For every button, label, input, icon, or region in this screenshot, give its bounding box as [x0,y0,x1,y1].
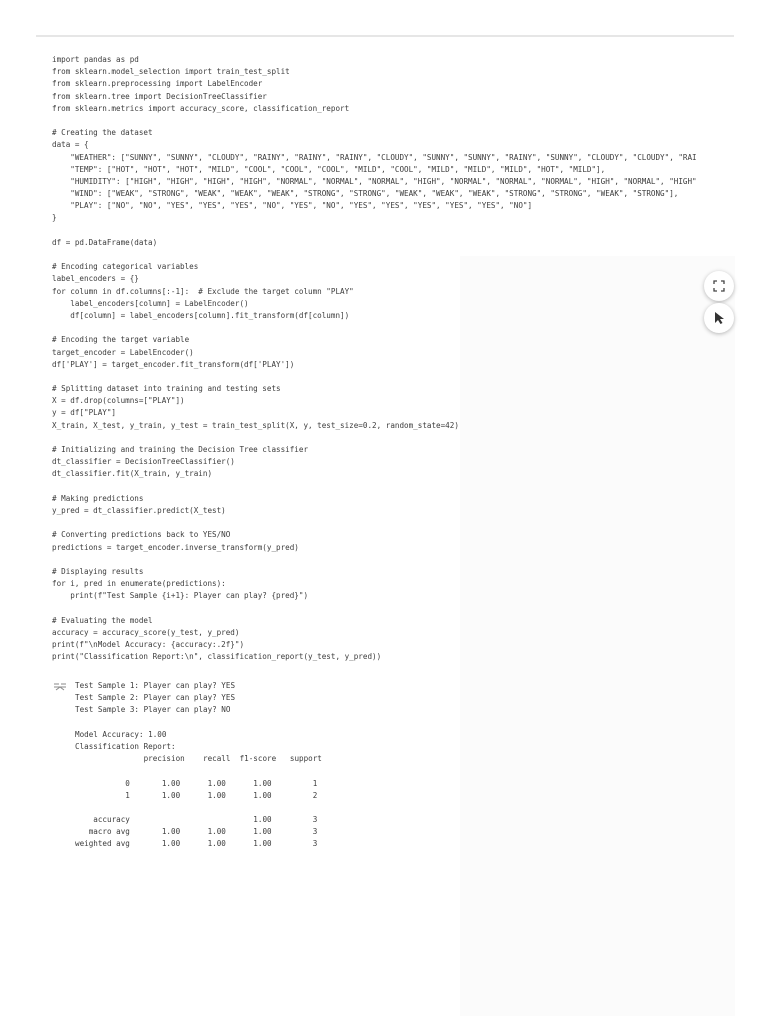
output-line: accuracy 1.00 3 [75,815,318,825]
code-line: target_encoder = LabelEncoder() [52,347,194,357]
output-line: Model Accuracy: 1.00 [75,729,167,739]
code-line: label_encoders[column] = LabelEncoder() [52,298,249,308]
code-line: dt_classifier.fit(X_train, y_train) [52,469,213,479]
code-line: "HUMIDITY": ["HIGH", "HIGH", "HIGH", "HIGH", "NORMAL", "NORMAL", "NORMAL", "HIGH", "NORMAL", "NORMAL", "NORMAL", "HIGH", "NORMAL", "HIGH" [52,176,697,186]
output-line [75,802,322,814]
cell-divider [36,35,734,37]
code-line: # Initializing and training the Decision Tree classifier [52,445,309,454]
code-line: print("Classification Report:\n", classification_report(y_test, y_pred)) [52,652,382,662]
code-line: X_train, X_test, y_train, y_test = train_test_split(X, y, test_size=0.2, random_state=42) [52,420,459,430]
code-line: predictions = target_encoder.inverse_transform(y_pred) [52,542,299,552]
code-line: # Encoding categorical variables [52,262,199,272]
code-line: df[column] = label_encoders[column].fit_transform(df[column]) [52,310,350,320]
code-line: "TEMP": ["HOT", "HOT", "HOT", "MILD", "COOL", "COOL", "COOL", "MILD", "COOL", "MILD", "MILD", "MILD", "HOT", "MILD"], [52,164,606,174]
code-line: from sklearn.model_selection import train_test_split [52,67,290,77]
code-line: # Making predictions [52,493,144,503]
code-line: # Evaluating the model [52,615,153,625]
output-line: precision recall f1-score support [75,754,322,764]
output-line: 1 1.00 1.00 1.00 2 [75,790,318,800]
code-line [52,225,734,237]
output-line: 0 1.00 1.00 1.00 1 [75,778,318,788]
code-line: dt_classifier = DecisionTreeClassifier() [52,457,235,467]
output-line: Test Sample 1: Player can play? YES [75,681,236,690]
code-line: y = df["PLAY"] [52,408,117,418]
code-line [52,249,734,261]
code-line: # Displaying results [52,566,144,576]
code-line [52,517,734,529]
expand-button[interactable] [704,271,734,301]
code-line: "WEATHER": ["SUNNY", "SUNNY", "CLOUDY", "RAINY", "RAINY", "RAINY", "CLOUDY", "SUNNY", "SUNNY", "RAINY", "SUNNY", "CLOUDY", "CLOUDY", "RAI [52,152,697,162]
code-line: data = { [52,140,89,150]
code-line [52,554,734,566]
code-line: print(f"\nModel Accuracy: {accuracy:.2f}") [52,640,245,649]
code-line: print(f"Test Sample {i+1}: Player can play? {pred}") [52,591,309,601]
expand-icon [713,280,725,292]
code-line [52,602,734,614]
output-line: weighted avg 1.00 1.00 1.00 3 [75,839,318,849]
code-line: df['PLAY'] = target_encoder.fit_transform(df['PLAY']) [52,359,295,369]
code-line [52,432,734,444]
output-line: Test Sample 3: Player can play? NO [75,705,231,715]
code-line [52,481,734,493]
code-line: df = pd.DataFrame(data) [52,237,158,247]
code-line: # Creating the dataset [52,128,153,138]
output-text [75,680,322,851]
code-line: for i, pred in enumerate(predictions): [52,579,226,589]
output-line: Test Sample 2: Player can play? YES [75,693,236,703]
code-line: from sklearn.metrics import accuracy_score, classification_report [52,103,350,113]
output-line [75,765,322,777]
code-cell[interactable] [52,54,734,663]
cursor-button[interactable] [704,303,734,333]
code-line: import pandas as pd [52,55,139,64]
code-line: } [52,213,57,223]
cursor-icon [713,311,726,325]
code-line [52,371,734,383]
code-line [52,322,734,334]
code-line: "WIND": ["WEAK", "STRONG", "WEAK", "WEAK", "WEAK", "STRONG", "STRONG", "WEAK", "WEAK", "WEAK", "STRONG", "STRONG", "WEAK", "STRONG"], [52,189,679,199]
code-line: X = df.drop(columns=["PLAY"]) [52,396,185,406]
code-line: for column in df.columns[:-1]: # Exclude the target column "PLAY" [52,286,354,296]
code-line: # Converting predictions back to YES/NO [52,530,231,540]
output-line: macro avg 1.00 1.00 1.00 3 [75,827,318,837]
code-line: # Splitting dataset into training and testing sets [52,384,281,394]
code-line: # Encoding the target variable [52,335,190,345]
output-toggle-icon[interactable] [52,680,68,694]
code-line: y_pred = dt_classifier.predict(X_test) [52,505,226,515]
output-line: Classification Report: [75,741,176,751]
code-line: label_encoders = {} [52,274,139,284]
output-line [75,717,322,729]
code-line: accuracy = accuracy_score(y_test, y_pred) [52,627,240,637]
code-line: from sklearn.preprocessing import LabelEncoder [52,79,263,89]
code-line: "PLAY": ["NO", "NO", "YES", "YES", "YES", "NO", "YES", "NO", "YES", "YES", "YES", "YES", "YES", "NO"] [52,201,533,211]
code-line [52,115,734,127]
code-line: from sklearn.tree import DecisionTreeClassifier [52,91,267,101]
